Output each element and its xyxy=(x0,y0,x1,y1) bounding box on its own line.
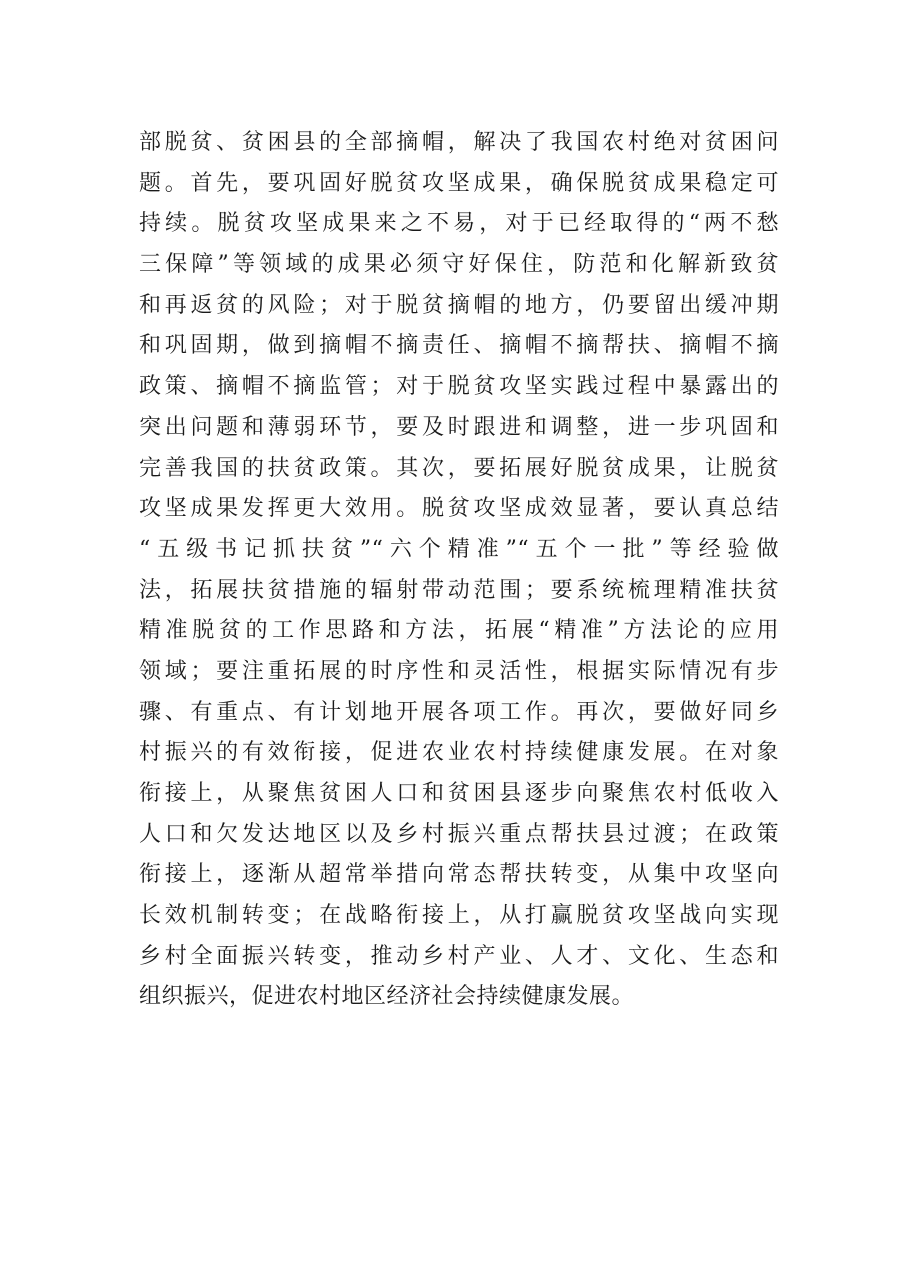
text-line: 衔接上，从聚焦贫困人口和贫困县逐步向聚焦农村低收入 xyxy=(139,781,779,806)
text-line: 领域；要注重拓展的时序性和灵活性，根据实际情况有步 xyxy=(139,658,779,684)
text-line: 骤、有重点、有计划地开展各项工作。再次，要做好同乡 xyxy=(139,699,779,725)
text-line: 精准脱贫的工作思路和方法，拓展“精准”方法论的应用 xyxy=(139,618,779,644)
text-line: 题。首先，要巩固好脱贫攻坚成果，确保脱贫成果稳定可 xyxy=(139,170,779,196)
text-line: 三保障”等领域的成果必须守好保住，防范和化解新致贫 xyxy=(139,252,779,278)
text-line: “五级书记抓扶贫”“六个精准”“五个一批”等经验做 xyxy=(139,536,779,562)
text-line: 和巩固期，做到摘帽不摘责任、摘帽不摘帮扶、摘帽不摘 xyxy=(139,333,779,359)
text-line: 突出问题和薄弱环节，要及时跟进和调整，进一步巩固和 xyxy=(139,414,779,440)
text-line: 乡村全面振兴转变，推动乡村产业、人才、文化、生态和 xyxy=(139,943,779,969)
text-line: 和再返贫的风险；对于脱贫摘帽的地方，仍要留出缓冲期 xyxy=(139,292,779,318)
text-line: 人口和欠发达地区以及乡村振兴重点帮扶县过渡；在政策 xyxy=(139,821,779,847)
text-line: 村振兴的有效衔接，促进农业农村持续健康发展。在对象 xyxy=(139,740,779,766)
text-line: 衔接上，逐渐从超常举措向常态帮扶转变，从集中攻坚向 xyxy=(139,862,779,888)
text-line: 持续。脱贫攻坚成果来之不易，对于已经取得的“两不愁 xyxy=(139,211,779,237)
text-line: 攻坚成果发挥更大效用。脱贫攻坚成效显著，要认真总结 xyxy=(139,496,779,522)
text-line: 组织振兴，促进农村地区经济社会持续健康发展。 xyxy=(139,984,635,1010)
text-line: 完善我国的扶贫政策。其次，要拓展好脱贫成果，让脱贫 xyxy=(139,455,779,481)
text-line: 政策、摘帽不摘监管；对于脱贫攻坚实践过程中暴露出的 xyxy=(139,374,779,400)
text-line: 长效机制转变；在战略衔接上，从打赢脱贫攻坚战向实现 xyxy=(139,903,779,929)
text-line: 法，拓展扶贫措施的辐射带动范围；要系统梳理精准扶贫 xyxy=(139,577,779,603)
body-paragraph xyxy=(139,123,779,1018)
text-line: 部脱贫、贫困县的全部摘帽，解决了我国农村绝对贫困问 xyxy=(139,130,779,155)
